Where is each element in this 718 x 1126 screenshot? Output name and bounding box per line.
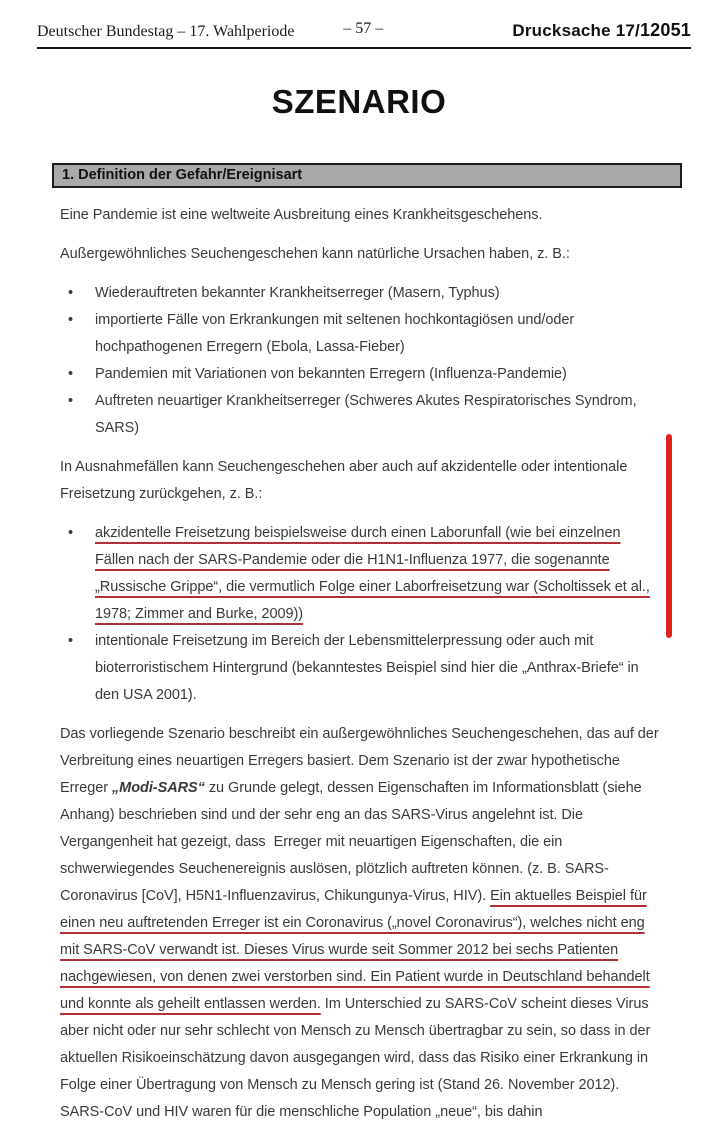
- text-segment: Wiederauftreten bekannter Krankheitserreger (Masern, Typhus): [95, 285, 500, 301]
- section-header: 1. Definition der Gefahr/Ereignisart: [52, 163, 682, 188]
- header-page-number: – 57 –: [343, 20, 384, 37]
- bullet-list: [60, 280, 660, 442]
- list-item: [60, 280, 660, 307]
- text-segment: Im Unterschied zu SARS-CoV scheint dieses Virus aber nicht oder nur sehr schlecht von Mensch zu Mensch übertragbar zu sein, so dass in der aktuellen Risikoeinschätzung davon ausgegangen wird, dass das Risiko einer Erkrankung in Folge einer Übertragung von Mensch zu Mensch gering ist (Stand 26. November 2012). SARS-CoV und HIV waren für die menschliche Population „neue“, bis dahin: [60, 996, 651, 1120]
- page-header: [37, 20, 691, 49]
- list-item: [60, 520, 660, 628]
- text-segment: Außergewöhnliches Seuchengeschehen kann natürliche Ursachen haben, z. B.:: [60, 246, 570, 262]
- list-item: [60, 307, 660, 361]
- text-segment: Eine Pandemie ist eine weltweite Ausbreitung eines Krankheitsgeschehens.: [60, 207, 543, 223]
- text-segment: Das vorliegende Szenario beschreibt ein außergewöhnliches Seuchengeschehen, das auf der Verbreitung eines neuartigen Erregers basiert. Dem Szenario ist der zwar hypothetische Erreger: [60, 726, 659, 796]
- document-body: [60, 202, 660, 1126]
- redlined-text: Ein aktuelles Beispiel für einen neu auftretenden Erreger ist ein Coronavirus („novel Coronavirus“), welches nicht eng mit SARS-CoV verwandt ist. Dieses Virus wurde seit Sommer 2012 bei sechs Patienten nachgewiesen, von denen zwei verstorben sind. Ein Patient wurde in Deutschland behandelt und konnte als geheilt entlassen werden.: [60, 888, 650, 1012]
- list-item: [60, 388, 660, 442]
- text-segment: Auftreten neuartiger Krankheitserreger (Schweres Akutes Respiratorisches Syndrom, SARS): [95, 393, 637, 436]
- doc-number-label: Drucksache 17/: [512, 21, 640, 40]
- bullet-list: [60, 520, 660, 709]
- redlined-text: akzidentelle Freisetzung beispielsweise durch einen Laborunfall (wie bei einzelnen Fällen nach der SARS-Pandemie oder die H1N1-Influenza 1977, die sogenannte „Russische Grippe“, die vermutlich Folge einer Laborfreisetzung war (Scholtissek et al., 1978; Zimmer and Burke, 2009)): [95, 525, 650, 622]
- header-doc-number: [512, 20, 691, 41]
- text-segment: intentionale Freisetzung im Bereich der Lebensmittelerpressung oder auch mit bioterroristischem Hintergrund (bekanntestes Beispiel sind hier die „Anthrax-Briefe“ in den USA 2001).: [95, 633, 639, 703]
- document-title: SZENARIO: [271, 83, 447, 120]
- text-segment: In Ausnahmefällen kann Seuchengeschehen aber auch auf akzidentelle oder intentionale Freisetzung zurückgehen, z. B.:: [60, 459, 628, 502]
- text-segment: importierte Fälle von Erkrankungen mit seltenen hochkontagiösen und/oder hochpathogenen Erregern (Ebola, Lassa-Fieber): [95, 312, 575, 355]
- header-parliament-label: Deutscher Bundestag – 17. Wahlperiode: [37, 23, 295, 40]
- paragraph: [60, 721, 660, 1126]
- text-segment: „Modi-SARS“: [111, 780, 205, 796]
- text-segment: zu Grunde gelegt, dessen Eigenschaften im Informationsblatt (siehe Anhang) beschrieben sind und der sehr eng an das SARS-Virus angelehnt ist. Die Vergangenheit hat gezeigt, dass Erreger mit neuartigen Eigenschaften, die ein schwerwiegendes Seuchenereignis auslösen, plötzlich auftreten können. (z. B. SARS-Coronavirus [CoV], H5N1-Influenzavirus, Chikungunya-Virus, HIV).: [60, 780, 642, 904]
- document-page: [0, 20, 718, 1120]
- paragraph: [60, 454, 660, 508]
- change-bar-marker: [666, 434, 672, 638]
- text-segment: Pandemien mit Variationen von bekannten Erregern (Influenza-Pandemie): [95, 366, 567, 382]
- doc-number-value: 12051: [639, 20, 691, 40]
- paragraph: [60, 202, 660, 229]
- list-item: [60, 628, 660, 709]
- list-item: [60, 361, 660, 388]
- paragraph: [60, 241, 660, 268]
